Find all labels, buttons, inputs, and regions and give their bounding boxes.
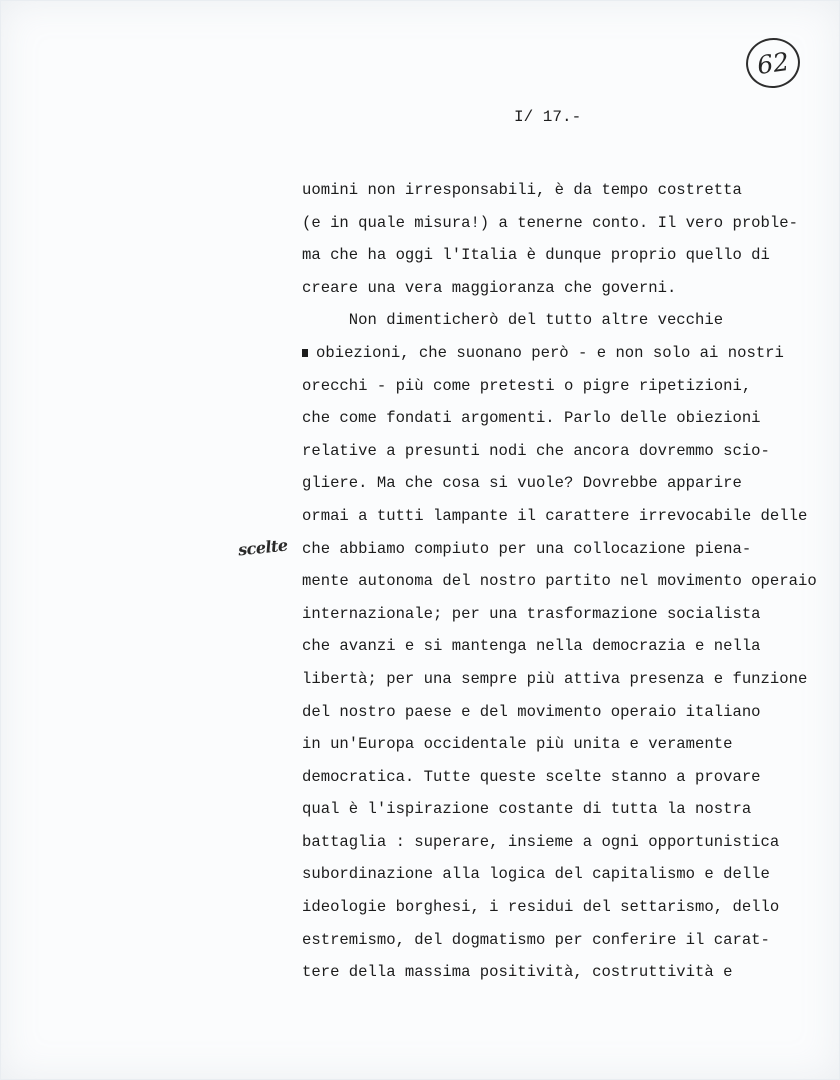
text-line <box>302 337 832 370</box>
text-line: in un'Europa occidentale più unita e veramente <box>302 735 733 754</box>
text-line: subordinazione alla logica del capitalismo e delle <box>302 865 770 884</box>
text-line: democratica. Tutte queste scelte stanno a provare <box>302 767 761 786</box>
ink-mark-icon <box>302 349 308 357</box>
typed-body-text <box>302 174 832 989</box>
page-number: I/ 17.- <box>514 108 582 126</box>
text-line: del nostro paese e del movimento operaio italiano <box>302 702 761 721</box>
text-line: libertà; per una sempre più attiva presenza e funzione <box>302 669 808 688</box>
text-line: uomini non irresponsabili, è da tempo costretta <box>302 181 742 199</box>
text-line: che abbiamo compiuto per una collocazione piena- <box>302 539 752 558</box>
text-line: Non dimenticherò del tutto altre vecchie <box>302 311 724 330</box>
text-line: tere della massima positività, costruttività e <box>302 963 733 982</box>
text-line: che come fondati argomenti. Parlo delle obiezioni <box>302 409 761 428</box>
text-line: qual è l'ispirazione costante di tutta la nostra <box>302 800 752 819</box>
text-line: orecchi - più come pretesti o pigre ripetizioni, <box>302 376 752 395</box>
text-line-content: obiezioni, che suonano però - e non solo ai nostri <box>316 343 784 362</box>
text-line: (e in quale misura!) a tenerne conto. Il vero proble- <box>302 213 798 232</box>
text-line: estremismo, del dogmatismo per conferire il carat- <box>302 930 770 949</box>
text-line: che avanzi e si mantenga nella democrazia e nella <box>302 637 761 656</box>
text-line: ideologie borghesi, i residui del settarismo, dello <box>302 898 780 917</box>
text-line: gliere. Ma che cosa si vuole? Dovrebbe apparire <box>302 474 742 493</box>
handwritten-margin-note: scelte <box>237 535 289 560</box>
text-line: ma che ha oggi l'Italia è dunque proprio quello di <box>302 246 770 265</box>
text-line: internazionale; per una trasformazione socialista <box>302 604 761 623</box>
text-line: relative a presunti nodi che ancora dovremmo scio- <box>302 441 770 460</box>
text-line: battaglia : superare, insieme a ogni opportunistica <box>302 832 780 851</box>
text-line: ormai a tutti lampante il carattere irrevocabile delle <box>302 506 808 525</box>
text-line: mente autonoma del nostro partito nel movimento operaio <box>302 572 817 591</box>
folio-number-stamp: 62 <box>743 34 803 91</box>
text-line: creare una vera maggioranza che governi. <box>302 278 677 297</box>
